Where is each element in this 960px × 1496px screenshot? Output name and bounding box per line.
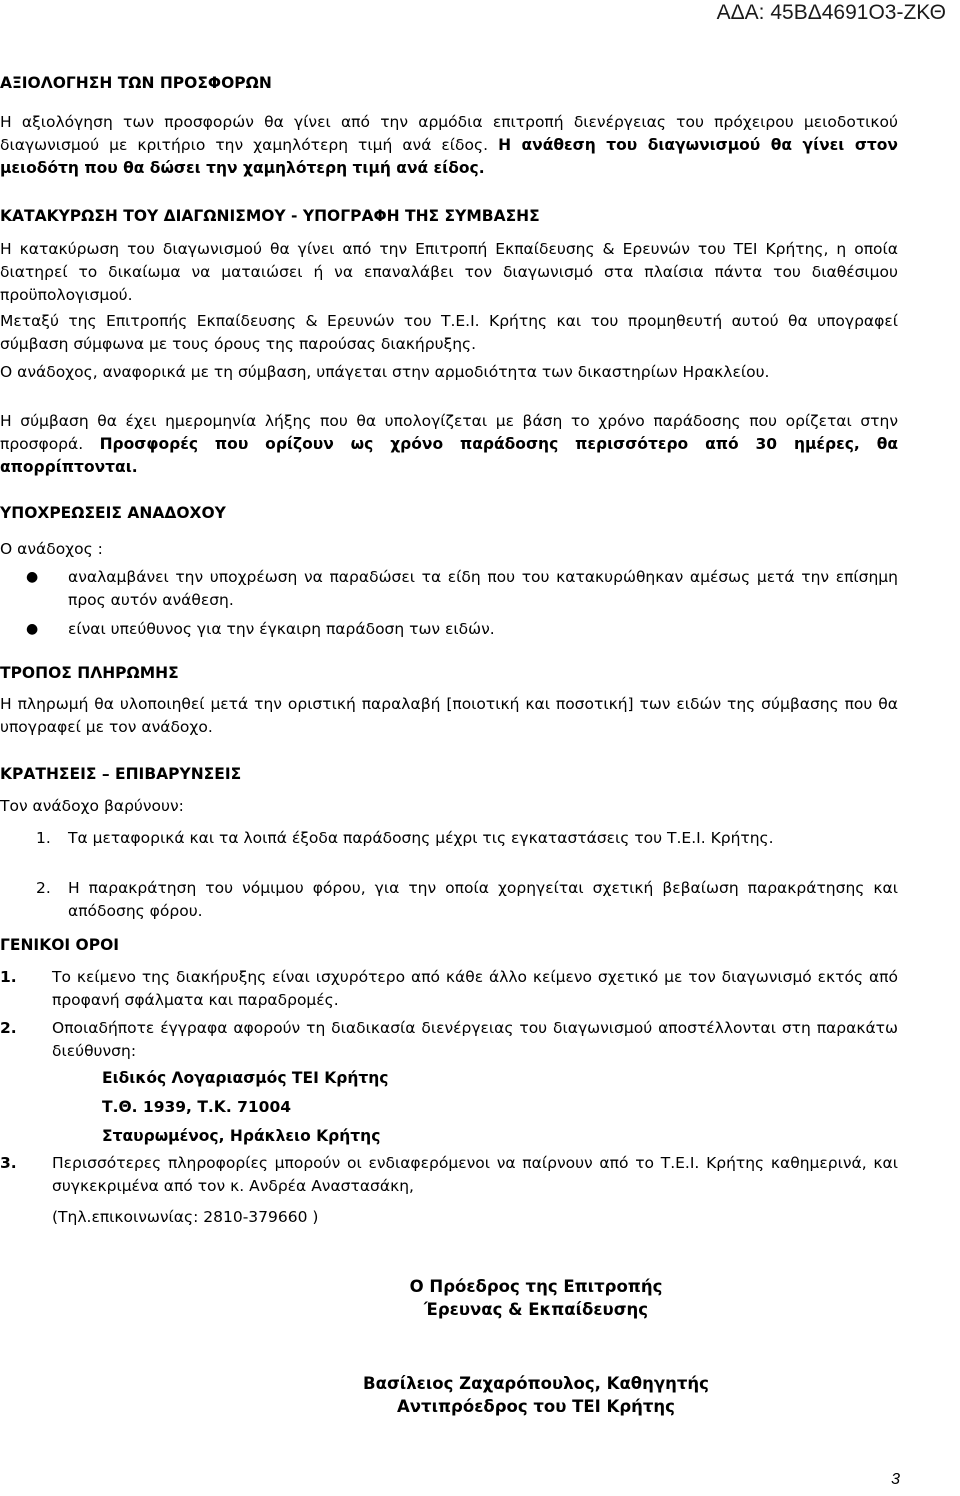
charges-section	[0, 763, 898, 786]
evaluation-text	[0, 111, 898, 180]
award-paragraph-4-bold: Προσφορές που ορίζουν ως χρόνο παράδοσης περισσότερο από 30 ημέρες, θα απορρίπτονται.	[0, 435, 898, 476]
address-line: Τ.Θ. 1939, Τ.Κ. 71004	[102, 1098, 292, 1116]
general-item-number: 1.	[0, 968, 17, 986]
mailing-address	[102, 1067, 702, 1148]
general-heading: ΓΕΝΙΚΟΙ ΟΡΟΙ	[0, 936, 120, 954]
obligations-item	[0, 618, 898, 641]
charges-item-number: 1.	[36, 829, 51, 847]
charges-item-text: Η παρακράτηση του νόμιμου φόρου, για την οποία χορηγείται σχετική βεβαίωση παρακράτησης και απόδοσης φόρου.	[68, 879, 898, 920]
obligations-intro: Ο ανάδοχος :	[0, 540, 103, 558]
signature-title-line-2: Έρευνας & Εκπαίδευσης	[423, 1300, 649, 1319]
charges-item	[0, 877, 898, 923]
obligations-item	[0, 566, 898, 612]
general-item-text: Περισσότερες πληροφορίες μπορούν οι ενδιαφερόμενοι να παίρνουν από το Τ.Ε.Ι. Κρήτης καθημερινά, και συγκεκριμένα από τον κ. Ανδρέα Αναστασάκη,	[52, 1154, 898, 1195]
contact-phone: (Τηλ.επικοινωνίας: 2810-379660 )	[52, 1208, 319, 1226]
award-paragraph-2: Μεταξύ της Επιτροπής Εκπαίδευσης & Ερευνών του Τ.Ε.Ι. Κρήτης και του προμηθευτή αυτού θα υπογραφεί σύμβαση σύμφωνα με τους όρους της παρούσας διακήρυξης.	[0, 312, 898, 353]
ada-identifier: ΑΔΑ: 45ΒΔ4691Ο3-ΖΚΘ	[716, 1, 946, 24]
general-item	[0, 1017, 898, 1063]
general-item	[0, 966, 898, 1012]
bullet-icon: ●	[26, 569, 39, 585]
evaluation-text-block	[0, 111, 898, 180]
award-paragraph-4-normal: Η σύμβαση θα έχει ημερομηνία λήξης που θα υπολογίζεται με βάση το χρόνο παράδοσης που ορίζεται στην προσφορά.	[0, 412, 898, 453]
award-paragraph-3: Ο ανάδοχος, αναφορικά με τη σύμβαση, υπάγεται στην αρμοδιότητα των δικαστηρίων Ηρακλείου.	[0, 363, 770, 381]
award-paragraph-4-block	[0, 410, 898, 479]
obligations-item-text: είναι υπεύθυνος για την έγκαιρη παράδοση των ειδών.	[68, 620, 495, 638]
obligations-item-text: αναλαμβάνει την υποχρέωση να παραδώσει τα είδη που του κατακυρώθηκαν αμέσως μετά την επίσημη προς αυτόν ανάθεση.	[68, 568, 898, 609]
award-section	[0, 205, 898, 228]
award-heading: ΚΑΤΑΚΥΡΩΣΗ ΤΟΥ ΔΙΑΓΩΝΙΣΜΟΥ - ΥΠΟΓΡΑΦΗ ΤΗΣ ΣΥΜΒΑΣΗΣ	[0, 207, 540, 225]
page-number: 3	[891, 1471, 900, 1488]
signatory-role: Αντιπρόεδρος του ΤΕΙ Κρήτης	[397, 1397, 675, 1416]
general-item-number: 2.	[0, 1019, 17, 1037]
obligations-section	[0, 502, 898, 525]
obligations-heading: ΥΠΟΧΡΕΩΣΕΙΣ ΑΝΑΔΟΧΟΥ	[0, 504, 226, 522]
general-item-text: Το κείμενο της διακήρυξης είναι ισχυρότερο από κάθε άλλο κείμενο σχετικό με τον διαγωνισμό εκτός από προφανή σφάλματα και παραδρομές.	[52, 968, 898, 1009]
general-section	[0, 934, 898, 957]
general-item	[0, 1152, 898, 1198]
payment-section	[0, 662, 898, 685]
signatory	[136, 1372, 936, 1418]
address-line: Σταυρωμένος, Ηράκλειο Κρήτης	[102, 1127, 381, 1145]
payment-text-block	[0, 693, 898, 739]
evaluation-section	[0, 72, 898, 95]
charges-item	[0, 827, 898, 850]
general-item-text: Οποιαδήποτε έγγραφα αφορούν τη διαδικασία διενέργειας του διαγωνισμού αποστέλλονται στη παρακάτω διεύθυνση:	[52, 1019, 898, 1060]
charges-heading: ΚΡΑΤΗΣΕΙΣ – ΕΠΙΒΑΡΥΝΣΕΙΣ	[0, 765, 242, 783]
general-item-number: 3.	[0, 1154, 17, 1172]
evaluation-text-bold: Η ανάθεση του διαγωνισμού θα γίνει στον μειοδότη που θα δώσει την χαμηλότερη τιμή ανά είδος.	[0, 136, 898, 177]
payment-text: Η πληρωμή θα υλοποιηθεί μετά την οριστική παραλαβή [ποιοτική και ποσοτική] των ειδών της σύμβασης που θα υπογραφεί με τον ανάδοχο.	[0, 695, 898, 736]
award-paragraph-4	[0, 410, 898, 479]
charges-item-text: Τα μεταφορικά και τα λοιπά έξοδα παράδοσης μέχρι τις εγκαταστάσεις του Τ.Ε.Ι. Κρήτης.	[68, 829, 774, 847]
evaluation-heading: ΑΞΙΟΛΟΓΗΣΗ ΤΩΝ ΠΡΟΣΦΟΡΩΝ	[0, 74, 272, 92]
evaluation-text-normal: Η αξιολόγηση των προσφορών θα γίνει από την αρμόδια επιτροπή διενέργειας του πρόχειρου μειοδοτικού διαγωνισμού με κριτήριο την χαμηλότερη τιμή ανά είδος.	[0, 113, 898, 154]
charges-intro: Τον ανάδοχο βαρύνουν:	[0, 797, 184, 815]
signature-title-line-1: Ο Πρόεδρος της Επιτροπής	[409, 1277, 663, 1296]
contact-phone-block	[52, 1206, 752, 1229]
payment-heading: ΤΡΟΠΟΣ ΠΛΗΡΩΜΗΣ	[0, 664, 179, 682]
award-paragraph-1: Η κατακύρωση του διαγωνισμού θα γίνει από την Επιτροπή Εκπαίδευσης & Ερευνών του ΤΕΙ Κρήτης, η οποία διατηρεί το δικαίωμα να ματαιώσει ή να επαναλάβει τον διαγωνισμό στα πλαίσια πάντα του διαθέσιμου προϋπολογισμού.	[0, 240, 898, 304]
bullet-icon: ●	[26, 621, 39, 637]
signature-title	[136, 1275, 936, 1321]
obligations-intro-block	[0, 538, 898, 561]
address-line: Ειδικός Λογαριασμός ΤΕΙ Κρήτης	[102, 1069, 389, 1087]
award-paragraphs	[0, 238, 898, 307]
award-paragraph-2-block	[0, 310, 898, 356]
charges-intro-block	[0, 795, 898, 818]
award-paragraph-3-block	[0, 361, 898, 384]
signatory-name: Βασίλειος Ζαχαρόπουλος, Καθηγητής	[363, 1374, 709, 1393]
charges-item-number: 2.	[36, 879, 51, 897]
